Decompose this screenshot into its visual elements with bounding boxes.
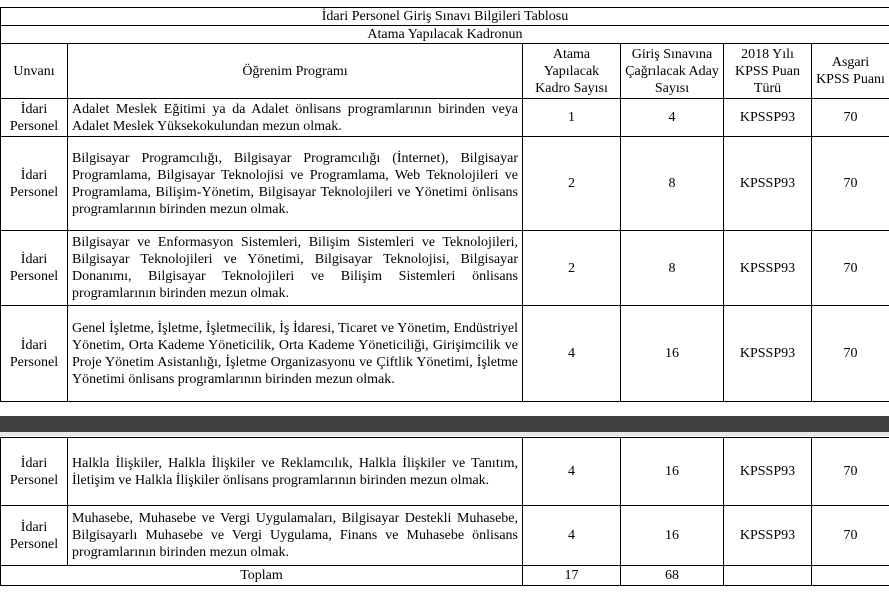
cell-asgari: 70 bbox=[812, 99, 889, 137]
cell-program: Halkla İlişkiler, Halkla İlişkiler ve Reklamcılık, Halkla İlişkiler ve Tanıtım, İletişim ve Halkla İlişkiler önlisans programlarının birinden mezun olmak. bbox=[68, 438, 523, 506]
cell-kadro: 1 bbox=[523, 99, 621, 137]
cell-puan-turu: KPSSP93 bbox=[724, 438, 812, 506]
total-row bbox=[1, 566, 889, 586]
cell-kadro: 4 bbox=[523, 306, 621, 402]
cell-program: Genel İşletme, İşletme, İşletmecilik, İş İdaresi, Ticaret ve Yönetim, Endüstriyel Yönetim, Orta Kademe Yöneticilik, Orta Kademe Yöneticiliği, Girişimcilik ve Proje Yönetim Asistanlığı, İşletme Organizasyonu ve Çiftlik Yönetimi, İşletme Yönetimi önlisans programlarının birinden mezun olmak. bbox=[68, 306, 523, 402]
cell-kadro: 4 bbox=[523, 506, 621, 566]
total-aday: 68 bbox=[621, 566, 724, 586]
header-aday: Giriş Sınavına Çağrılacak Aday Sayısı bbox=[621, 44, 724, 99]
cell-puan-turu: KPSSP93 bbox=[724, 99, 812, 137]
header-program: Öğrenim Programı bbox=[68, 44, 523, 99]
cell-unvan: İdari Personel bbox=[1, 99, 68, 137]
cell-aday: 8 bbox=[621, 137, 724, 231]
cell-puan-turu: KPSSP93 bbox=[724, 306, 812, 402]
table-title: İdari Personel Giriş Sınavı Bilgileri Tablosu bbox=[1, 8, 889, 26]
cell-program: Bilgisayar Programcılığı, Bilgisayar Programcılığı (İnternet), Bilgisayar Programlama, Bilgisayar Teknolojisi ve Programlama, Web Teknolojileri ve Programlama, Bilişim-Yönetim, Bilgisayar Teknolojileri ve Yönetimi önlisans programlarının birinden mezun olmak. bbox=[68, 137, 523, 231]
cell-asgari: 70 bbox=[812, 137, 889, 231]
table-row bbox=[1, 99, 889, 137]
total-label: Toplam bbox=[1, 566, 523, 586]
personnel-exam-table-continued bbox=[0, 437, 889, 586]
header-puan-turu: 2018 Yılı KPSS Puan Türü bbox=[724, 44, 812, 99]
total-empty-cell bbox=[724, 566, 812, 586]
table-row bbox=[1, 438, 889, 506]
cell-unvan: İdari Personel bbox=[1, 506, 68, 566]
cell-asgari: 70 bbox=[812, 231, 889, 306]
cell-puan-turu: KPSSP93 bbox=[724, 231, 812, 306]
cell-kadro: 2 bbox=[523, 137, 621, 231]
header-asgari: Asgari KPSS Puanı bbox=[812, 44, 889, 99]
page-break-divider bbox=[0, 416, 889, 432]
cell-unvan: İdari Personel bbox=[1, 137, 68, 231]
cell-aday: 16 bbox=[621, 306, 724, 402]
cell-program: Muhasebe, Muhasebe ve Vergi Uygulamaları, Bilgisayar Destekli Muhasebe, Bilgisayarlı Muhasebe ve Vergi Uygulama, Finans ve Muhasebe önlisans programlarının birinden mezun olmak. bbox=[68, 506, 523, 566]
table-subtitle: Atama Yapılacak Kadronun bbox=[1, 26, 889, 44]
cell-aday: 16 bbox=[621, 438, 724, 506]
cell-unvan: İdari Personel bbox=[1, 438, 68, 506]
cell-unvan: İdari Personel bbox=[1, 306, 68, 402]
cell-puan-turu: KPSSP93 bbox=[724, 506, 812, 566]
cell-kadro: 2 bbox=[523, 231, 621, 306]
table-row bbox=[1, 231, 889, 306]
cell-aday: 16 bbox=[621, 506, 724, 566]
cell-kadro: 4 bbox=[523, 438, 621, 506]
table-row bbox=[1, 506, 889, 566]
table-row bbox=[1, 306, 889, 402]
cell-asgari: 70 bbox=[812, 306, 889, 402]
cell-program: Bilgisayar ve Enformasyon Sistemleri, Bilişim Sistemleri ve Teknolojileri, Bilgisayar Teknolojileri ve Yönetimi, Bilgisayar Teknolojisi, Bilgisayar Donanımı, Bilgisayar Teknolojileri ve Bilişim Sistemleri önlisans programlarının birinden mezun olmak. bbox=[68, 231, 523, 306]
cell-puan-turu: KPSSP93 bbox=[724, 137, 812, 231]
personnel-exam-table bbox=[0, 7, 889, 402]
total-empty-cell bbox=[812, 566, 889, 586]
table-row bbox=[1, 137, 889, 231]
total-kadro: 17 bbox=[523, 566, 621, 586]
header-unvan: Unvanı bbox=[1, 44, 68, 99]
header-kadro: Atama Yapılacak Kadro Sayısı bbox=[523, 44, 621, 99]
cell-unvan: İdari Personel bbox=[1, 231, 68, 306]
cell-aday: 4 bbox=[621, 99, 724, 137]
cell-aday: 8 bbox=[621, 231, 724, 306]
page-break-gap bbox=[0, 432, 889, 436]
cell-asgari: 70 bbox=[812, 438, 889, 506]
cell-asgari: 70 bbox=[812, 506, 889, 566]
cell-program: Adalet Meslek Eğitimi ya da Adalet önlisans programlarının birinden veya Adalet Meslek Yüksekokulundan mezun olmak. bbox=[68, 99, 523, 137]
